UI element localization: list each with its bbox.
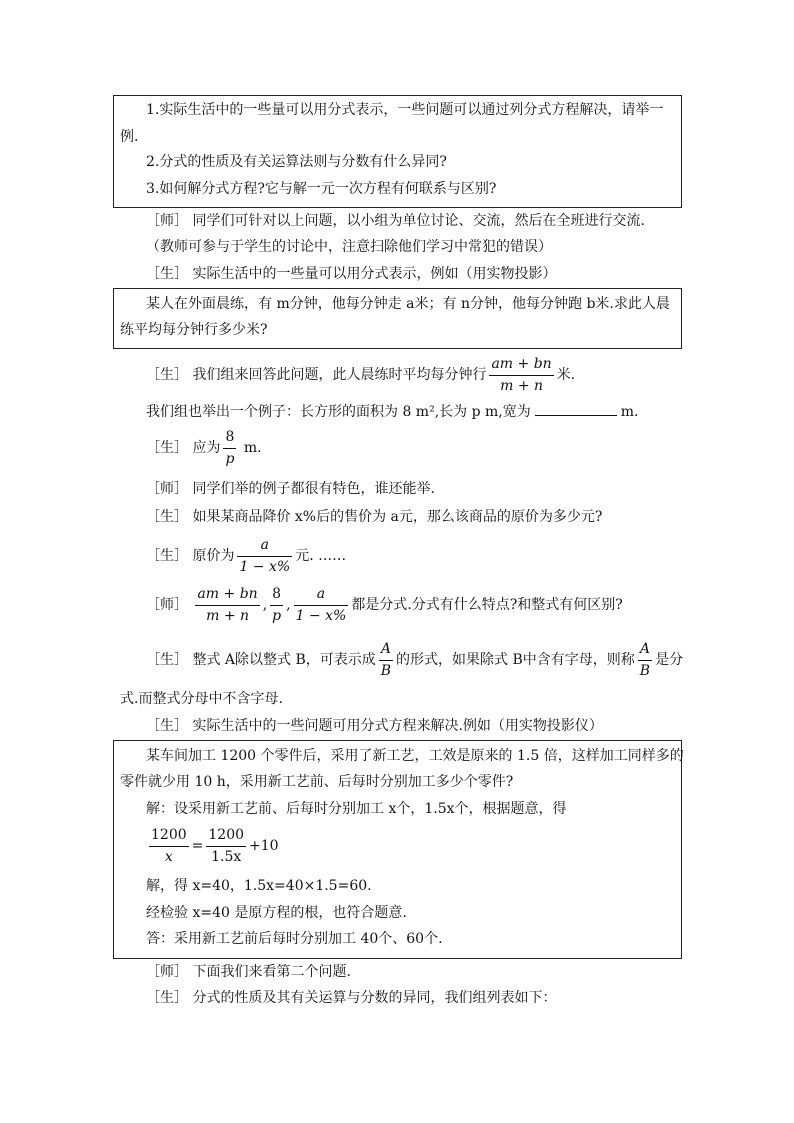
example-2-answer: 答：采用新工艺前后每时分别加工 40个、60个. <box>146 931 443 947</box>
rectangle-example: 我们组也举出一个例子：长方形的面积为 8 m²,长为 p m,宽为 m. <box>146 401 638 422</box>
paragraph-2: （教师可参与于学生的讨论中，注意扫除他们学习中常犯的错误） <box>146 239 552 255</box>
teacher-paragraph-7: ［师］ 同学们举的例子都很有特色，谁还能举. <box>146 481 435 497</box>
example-2-solution: 解，得 x=40，1.5x=40×1.5=60. <box>146 878 372 894</box>
question-3: 3.如何解分式方程?它与解一元一次方程有何联系与区别? <box>146 181 497 197</box>
equation-fraction-2: $\frac{1200}{1.5x}$ <box>208 826 245 865</box>
example-1-line-2: 练平均每分钟行多少米? <box>120 322 268 338</box>
teacher-paragraph-14: ［师］ 下面我们来看第二个问题. <box>146 964 351 980</box>
example-2-solution-setup: 解：设采用新工艺前、后每时分别加工 x个，1.5x个，根据题意，得 <box>146 801 567 817</box>
answer-suffix: 米. <box>556 367 576 383</box>
fraction-a-over-b: $\frac{A}{B}$ <box>380 640 392 679</box>
fraction-2: $\frac{8}{p}$ <box>272 585 282 624</box>
fraction-a-over-b-2: $\frac{A}{B}$ <box>639 640 651 679</box>
question-2: 2.分式的性质及有关运算法则与分数有什么异同? <box>146 154 447 170</box>
student-definition: ［生］ 整式 A除以整式 B，可表示成 $\frac{A}{B}$ 的形式，如果除式 B中含有字母，则称 $\frac{A}{B}$ 是分 <box>146 640 684 679</box>
answer-prefix: ［生］ 我们组来回答此问题，此人晨练时平均每分钟行 <box>146 367 487 383</box>
student-answer-width: ［生］ 应为 $\frac{8}{p}$ m. <box>146 428 262 467</box>
student-answer-average-speed <box>146 355 575 395</box>
width-fraction: $\frac{8}{p}$ <box>225 428 235 467</box>
original-price-fraction: $\frac{a}{1 - x\%}$ <box>239 536 291 575</box>
example-1-line-1: 某人在外面晨练，有 m分钟，他每分钟走 a米；有 n分钟，他每分钟跑 b米.求此人晨 <box>146 296 670 312</box>
student-answer-original-price: ［生］ 原价为 $\frac{a}{1 - x\%}$ 元. …… <box>146 536 347 575</box>
average-speed-fraction: $\frac{am + bn}{m + n}$ <box>491 355 552 394</box>
example-2-equation: $\frac{1200}{x}$ = $\frac{1200}{1.5x}$ +10 <box>151 826 279 865</box>
example-2-check: 经检验 x=40 是原方程的根，也符合题意. <box>146 905 407 921</box>
fraction-1: $\frac{am + bn}{m + n}$ <box>197 585 258 624</box>
definition-continuation: 式.而整式分母中不含字母. <box>120 691 283 707</box>
teacher-paragraph-1: ［师］ 同学们可针对以上问题，以小组为单位讨论、交流，然后在全班进行交流. <box>146 213 645 229</box>
student-paragraph-13: ［生］ 实际生活中的一些问题可用分式方程来解决.例如（用实物投影仪） <box>146 718 603 734</box>
example-2-line-2: 零件就少用 10 h，采用新工艺前、后每时分别加工多少个零件? <box>120 774 514 790</box>
question-1-line-1: 1.实际生活中的一些量可以用分式表示，一些问题可以通过列分式方程解决，请举一 <box>146 102 664 118</box>
student-paragraph-15: ［生］ 分式的性质及其有关运算与分数的异同，我们组列表如下： <box>146 990 557 1006</box>
student-paragraph-8: ［生］ 如果某商品降价 x%后的售价为 a元，那么该商品的原价为多少元? <box>146 509 603 525</box>
student-paragraph-3: ［生］ 实际生活中的一些量可以用分式表示，例如（用实物投影） <box>146 266 557 282</box>
example-2-line-1: 某车间加工 1200 个零件后，采用了新工艺，工效是原来的 1.5 倍，这样加工同样多的 <box>146 748 684 764</box>
equation-fraction-1: $\frac{1200}{x}$ <box>151 826 187 865</box>
fraction-3: $\frac{a}{1 - x\%}$ <box>295 585 347 624</box>
question-1-line-2: 例. <box>120 129 139 145</box>
answer-blank <box>535 401 617 416</box>
teacher-fractions-question: ［师］ $\frac{am + bn}{m + n}$ , $\frac{8}{p}$ , $\frac{a}{1 - x\%}$ 都是分式.分式有什么特点?和整式有何区别? <box>146 585 623 624</box>
